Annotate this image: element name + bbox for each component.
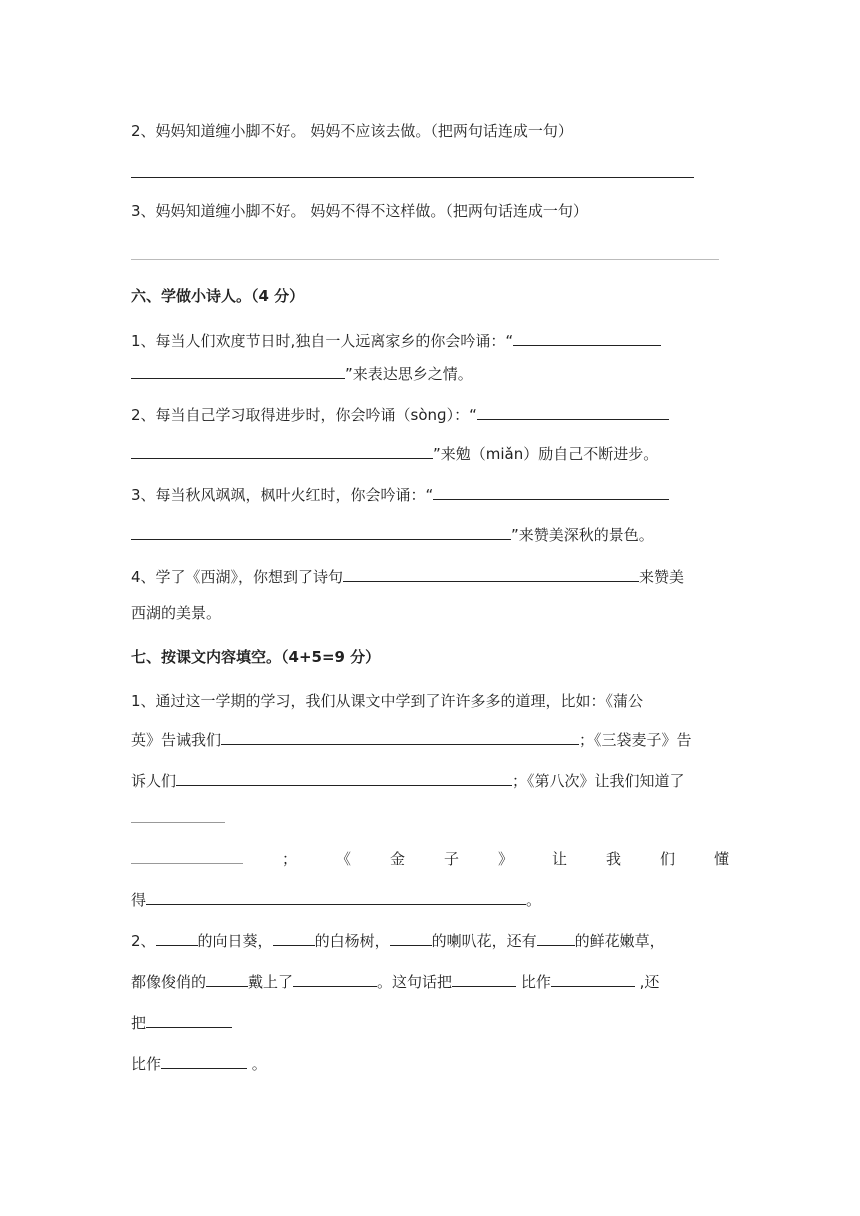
question-7-1-line4 xyxy=(131,805,225,829)
question-7-2-line2: 都像俊俏的 戴上了 。这句话把 比作 ,还 xyxy=(131,969,659,993)
answer-blank-7-2-h[interactable] xyxy=(551,969,635,987)
question-7-2: 2、 的向日葵， 的白杨树， 的喇叭花，还有 的鲜花嫩草， xyxy=(131,928,665,952)
question-7-1-line3: 诉人们 ；《第八次》让我们知道了 xyxy=(131,768,685,792)
question-7-1-line5: ； 《 金 子 》 让 我 们 懂 xyxy=(131,846,729,870)
section-7-heading: 七、按课文内容填空。（4+5=9 分） xyxy=(131,648,381,666)
answer-line-5-3[interactable] xyxy=(131,259,719,260)
answer-blank-6-2a[interactable] xyxy=(477,402,669,420)
question-6-3-cont: ”来赞美深秋的景色。 xyxy=(131,522,654,546)
answer-blank-7-2-a[interactable] xyxy=(156,928,198,946)
answer-blank-7-1-jinzi[interactable] xyxy=(146,887,526,905)
answer-blank-6-4[interactable] xyxy=(343,564,639,582)
answer-blank-7-2-e[interactable] xyxy=(206,969,248,987)
answer-blank-6-2b[interactable] xyxy=(131,441,433,459)
question-5-3: 3、妈妈知道缠小脚不好。 妈妈不得不这样做。（把两句话连成一句） xyxy=(131,202,588,220)
answer-blank-7-1-dibaci-a[interactable] xyxy=(131,805,225,823)
answer-blank-7-2-c[interactable] xyxy=(390,928,432,946)
answer-blank-7-2-g[interactable] xyxy=(452,969,516,987)
question-7-1-line6: 得 。 xyxy=(131,887,541,911)
answer-blank-6-3a[interactable] xyxy=(433,482,669,500)
answer-blank-6-1b[interactable] xyxy=(131,361,345,379)
answer-blank-7-1-sandaimaizi[interactable] xyxy=(176,768,512,786)
question-6-1: 1、每当人们欢度节日时,独自一人远离家乡的你会吟诵：“ xyxy=(131,328,661,352)
answer-blank-6-1a[interactable] xyxy=(513,328,661,346)
question-7-1: 1、通过这一学期的学习，我们从课文中学到了许许多多的道理，比如：《蒲公 xyxy=(131,692,644,710)
answer-blank-6-3b[interactable] xyxy=(131,522,511,540)
question-7-2-line3: 把 xyxy=(131,1010,232,1034)
answer-blank-7-2-j[interactable] xyxy=(161,1051,247,1069)
question-6-2: 2、每当自己学习取得进步时，你会吟诵（sònɡ）：“ xyxy=(131,402,669,426)
answer-blank-7-2-b[interactable] xyxy=(273,928,315,946)
answer-line-5-2[interactable] xyxy=(131,177,694,178)
question-5-2: 2、妈妈知道缠小脚不好。 妈妈不应该去做。（把两句话连成一句） xyxy=(131,122,573,140)
question-6-2-cont: ”来勉（miǎn）励自己不断进步。 xyxy=(131,441,658,465)
answer-blank-7-2-d[interactable] xyxy=(537,928,575,946)
question-6-1-cont: ”来表达思乡之情。 xyxy=(131,361,473,385)
answer-blank-7-2-i[interactable] xyxy=(146,1010,232,1028)
question-6-3: 3、每当秋风飒飒，枫叶火红时，你会吟诵：“ xyxy=(131,482,669,506)
answer-blank-7-1-dibaci-b[interactable] xyxy=(131,846,243,864)
section-6-heading: 六、学做小诗人。（4 分） xyxy=(131,287,305,305)
question-6-4: 4、学了《西湖》，你想到了诗句 来赞美 xyxy=(131,564,684,588)
question-7-2-line4: 比作 。 xyxy=(131,1051,267,1075)
answer-blank-7-2-f[interactable] xyxy=(293,969,377,987)
answer-blank-7-1-pugongying[interactable] xyxy=(221,727,579,745)
question-7-1-line2: 英》告诫我们 ；《三袋麦子》告 xyxy=(131,727,692,751)
question-6-4-cont: 西湖的美景。 xyxy=(131,604,222,622)
